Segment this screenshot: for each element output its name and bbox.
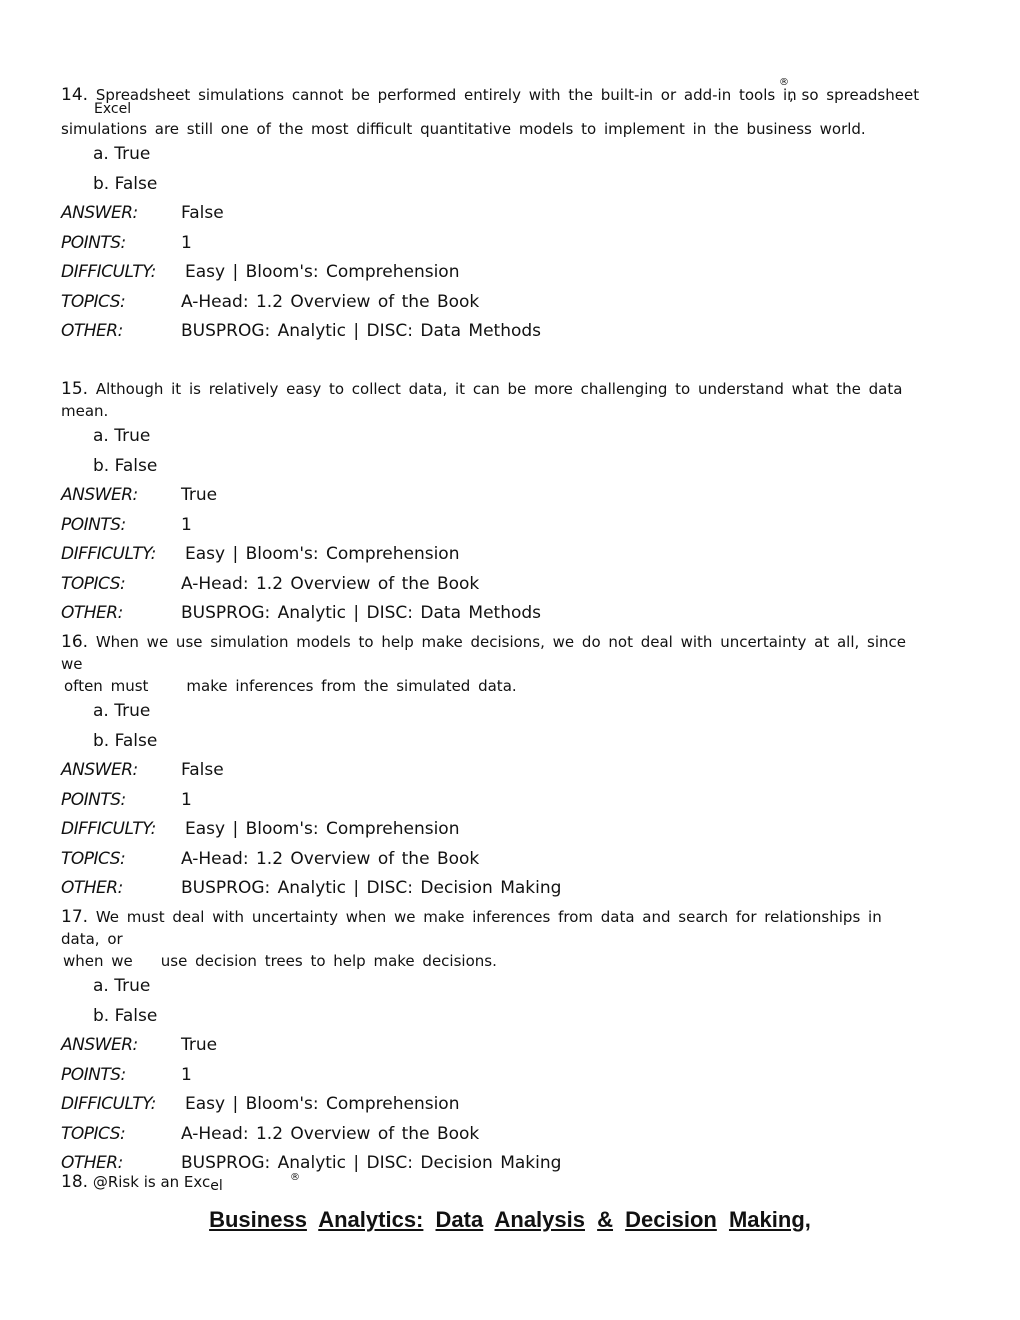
points-value: 1	[181, 232, 192, 253]
option-b: b. False	[93, 730, 158, 751]
stem-line-2	[61, 675, 921, 697]
difficulty-label: DIFFICULTY:	[61, 544, 156, 564]
stem-text: Spreadsheet simulations cannot be performed entirely with the built-in or add-in tools in	[95, 86, 797, 104]
option-a: a. True	[93, 144, 151, 164]
points-label: POINTS:	[61, 789, 126, 810]
stem-text: Although it is relatively easy to collect data, it can be more challenging to understand what the data mean.	[61, 380, 903, 420]
points-label: POINTS:	[61, 232, 126, 253]
points-label: POINTS:	[61, 514, 126, 535]
option-b: b. False	[93, 1005, 158, 1026]
topics-row	[61, 1120, 921, 1150]
footer-word: Data	[435, 1207, 484, 1232]
option-a: a. True	[93, 701, 151, 721]
difficulty-value: Easy | Bloom's: Comprehension	[185, 819, 460, 839]
option-b: b. False	[93, 173, 158, 194]
topics-value: A-Head: 1.2 Overview of the Book	[181, 573, 480, 594]
book-title-footer	[0, 1207, 1020, 1233]
stem-text: when we	[63, 952, 133, 970]
stem-line-2	[61, 950, 921, 972]
topics-value: A-Head: 1.2 Overview of the Book	[181, 291, 480, 312]
difficulty-row	[61, 258, 921, 288]
points-row	[61, 1061, 921, 1091]
stem-text: @Risk is an Exc	[92, 1173, 211, 1191]
topics-label: TOPICS:	[61, 1123, 126, 1144]
topics-row	[61, 288, 921, 318]
answer-row	[61, 481, 921, 511]
other-label: OTHER:	[61, 878, 123, 898]
stem-text: often must	[64, 677, 149, 695]
answer-value: True	[181, 1035, 218, 1055]
question-17	[61, 906, 921, 1179]
stem-text: use decision trees to help make decisions.	[160, 952, 497, 970]
question-15	[61, 378, 921, 629]
points-label: POINTS:	[61, 1064, 126, 1085]
answer-label: ANSWER:	[61, 203, 138, 223]
answer-label: ANSWER:	[61, 760, 138, 780]
answer-value: False	[181, 203, 224, 223]
question-stem	[61, 906, 921, 950]
registered-mark: ®	[779, 77, 789, 88]
other-value: BUSPROG: Analytic | DISC: Decision Making	[181, 878, 562, 898]
difficulty-label: DIFFICULTY:	[61, 819, 156, 839]
question-18	[61, 1172, 300, 1194]
topics-value: A-Head: 1.2 Overview of the Book	[181, 848, 480, 869]
option-b: b. False	[93, 455, 158, 476]
other-row	[61, 599, 921, 629]
footer-word: Making,	[728, 1207, 811, 1232]
other-value: BUSPROG: Analytic | DISC: Data Methods	[181, 603, 542, 623]
answer-value: True	[181, 485, 218, 505]
stem-line-2: simulations are still one of the most difficult quantitative models to implement in the business world.	[61, 120, 866, 138]
question-14	[61, 77, 921, 347]
question-16	[61, 631, 921, 904]
footer-word: Decision	[625, 1207, 717, 1232]
points-value: 1	[181, 1064, 192, 1085]
topics-row	[61, 570, 921, 600]
stem-text: We must deal with uncertainty when we make inferences from data and search for relationships in data, or	[61, 908, 882, 948]
topics-label: TOPICS:	[61, 291, 126, 312]
other-value: BUSPROG: Analytic | DISC: Decision Making	[181, 1153, 562, 1173]
answer-row	[61, 1031, 921, 1061]
answer-value: False	[181, 760, 224, 780]
question-stem	[61, 631, 921, 675]
difficulty-row	[61, 1090, 921, 1120]
question-number: 18.	[61, 1172, 89, 1192]
points-row	[61, 511, 921, 541]
question-number: 15.	[61, 379, 89, 399]
question-stem	[61, 378, 921, 422]
option-a: a. True	[93, 976, 151, 996]
difficulty-value: Easy | Bloom's: Comprehension	[185, 544, 460, 564]
points-row	[61, 229, 921, 259]
difficulty-value: Easy | Bloom's: Comprehension	[185, 262, 460, 282]
question-number: 17.	[61, 907, 89, 927]
topics-row	[61, 845, 921, 875]
registered-mark: ®	[290, 1172, 300, 1183]
answer-label: ANSWER:	[61, 1035, 138, 1055]
answer-label: ANSWER:	[61, 485, 138, 505]
other-label: OTHER:	[61, 321, 123, 341]
difficulty-row	[61, 540, 921, 570]
difficulty-label: DIFFICULTY:	[61, 1094, 156, 1114]
option-a: a. True	[93, 426, 151, 446]
question-stem	[61, 77, 921, 117]
points-value: 1	[181, 789, 192, 810]
question-number: 14.	[61, 85, 89, 105]
footer-word: Business	[209, 1207, 307, 1232]
footer-word: Analytics:	[318, 1207, 424, 1232]
stem-text-tail: , so spreadsheet	[789, 86, 920, 104]
stem-excel: Excel	[94, 101, 132, 117]
points-value: 1	[181, 514, 192, 535]
stem-text: make inferences from the simulated data.	[186, 677, 517, 695]
topics-value: A-Head: 1.2 Overview of the Book	[181, 1123, 480, 1144]
other-row	[61, 874, 921, 904]
footer-word: Analysis	[494, 1207, 585, 1232]
other-label: OTHER:	[61, 603, 123, 623]
other-value: BUSPROG: Analytic | DISC: Data Methods	[181, 321, 542, 341]
difficulty-value: Easy | Bloom's: Comprehension	[185, 1094, 460, 1114]
difficulty-row	[61, 815, 921, 845]
stem-text: When we use simulation models to help make decisions, we do not deal with uncertainty at all, since we	[61, 633, 906, 673]
footer-word: &	[597, 1207, 614, 1232]
answer-row	[61, 756, 921, 786]
topics-label: TOPICS:	[61, 848, 126, 869]
difficulty-label: DIFFICULTY:	[61, 262, 156, 282]
other-label: OTHER:	[61, 1153, 123, 1173]
other-row	[61, 317, 921, 347]
stem-text-el: el	[210, 1178, 223, 1194]
topics-label: TOPICS:	[61, 573, 126, 594]
answer-row	[61, 199, 921, 229]
question-number: 16.	[61, 632, 89, 652]
points-row	[61, 786, 921, 816]
